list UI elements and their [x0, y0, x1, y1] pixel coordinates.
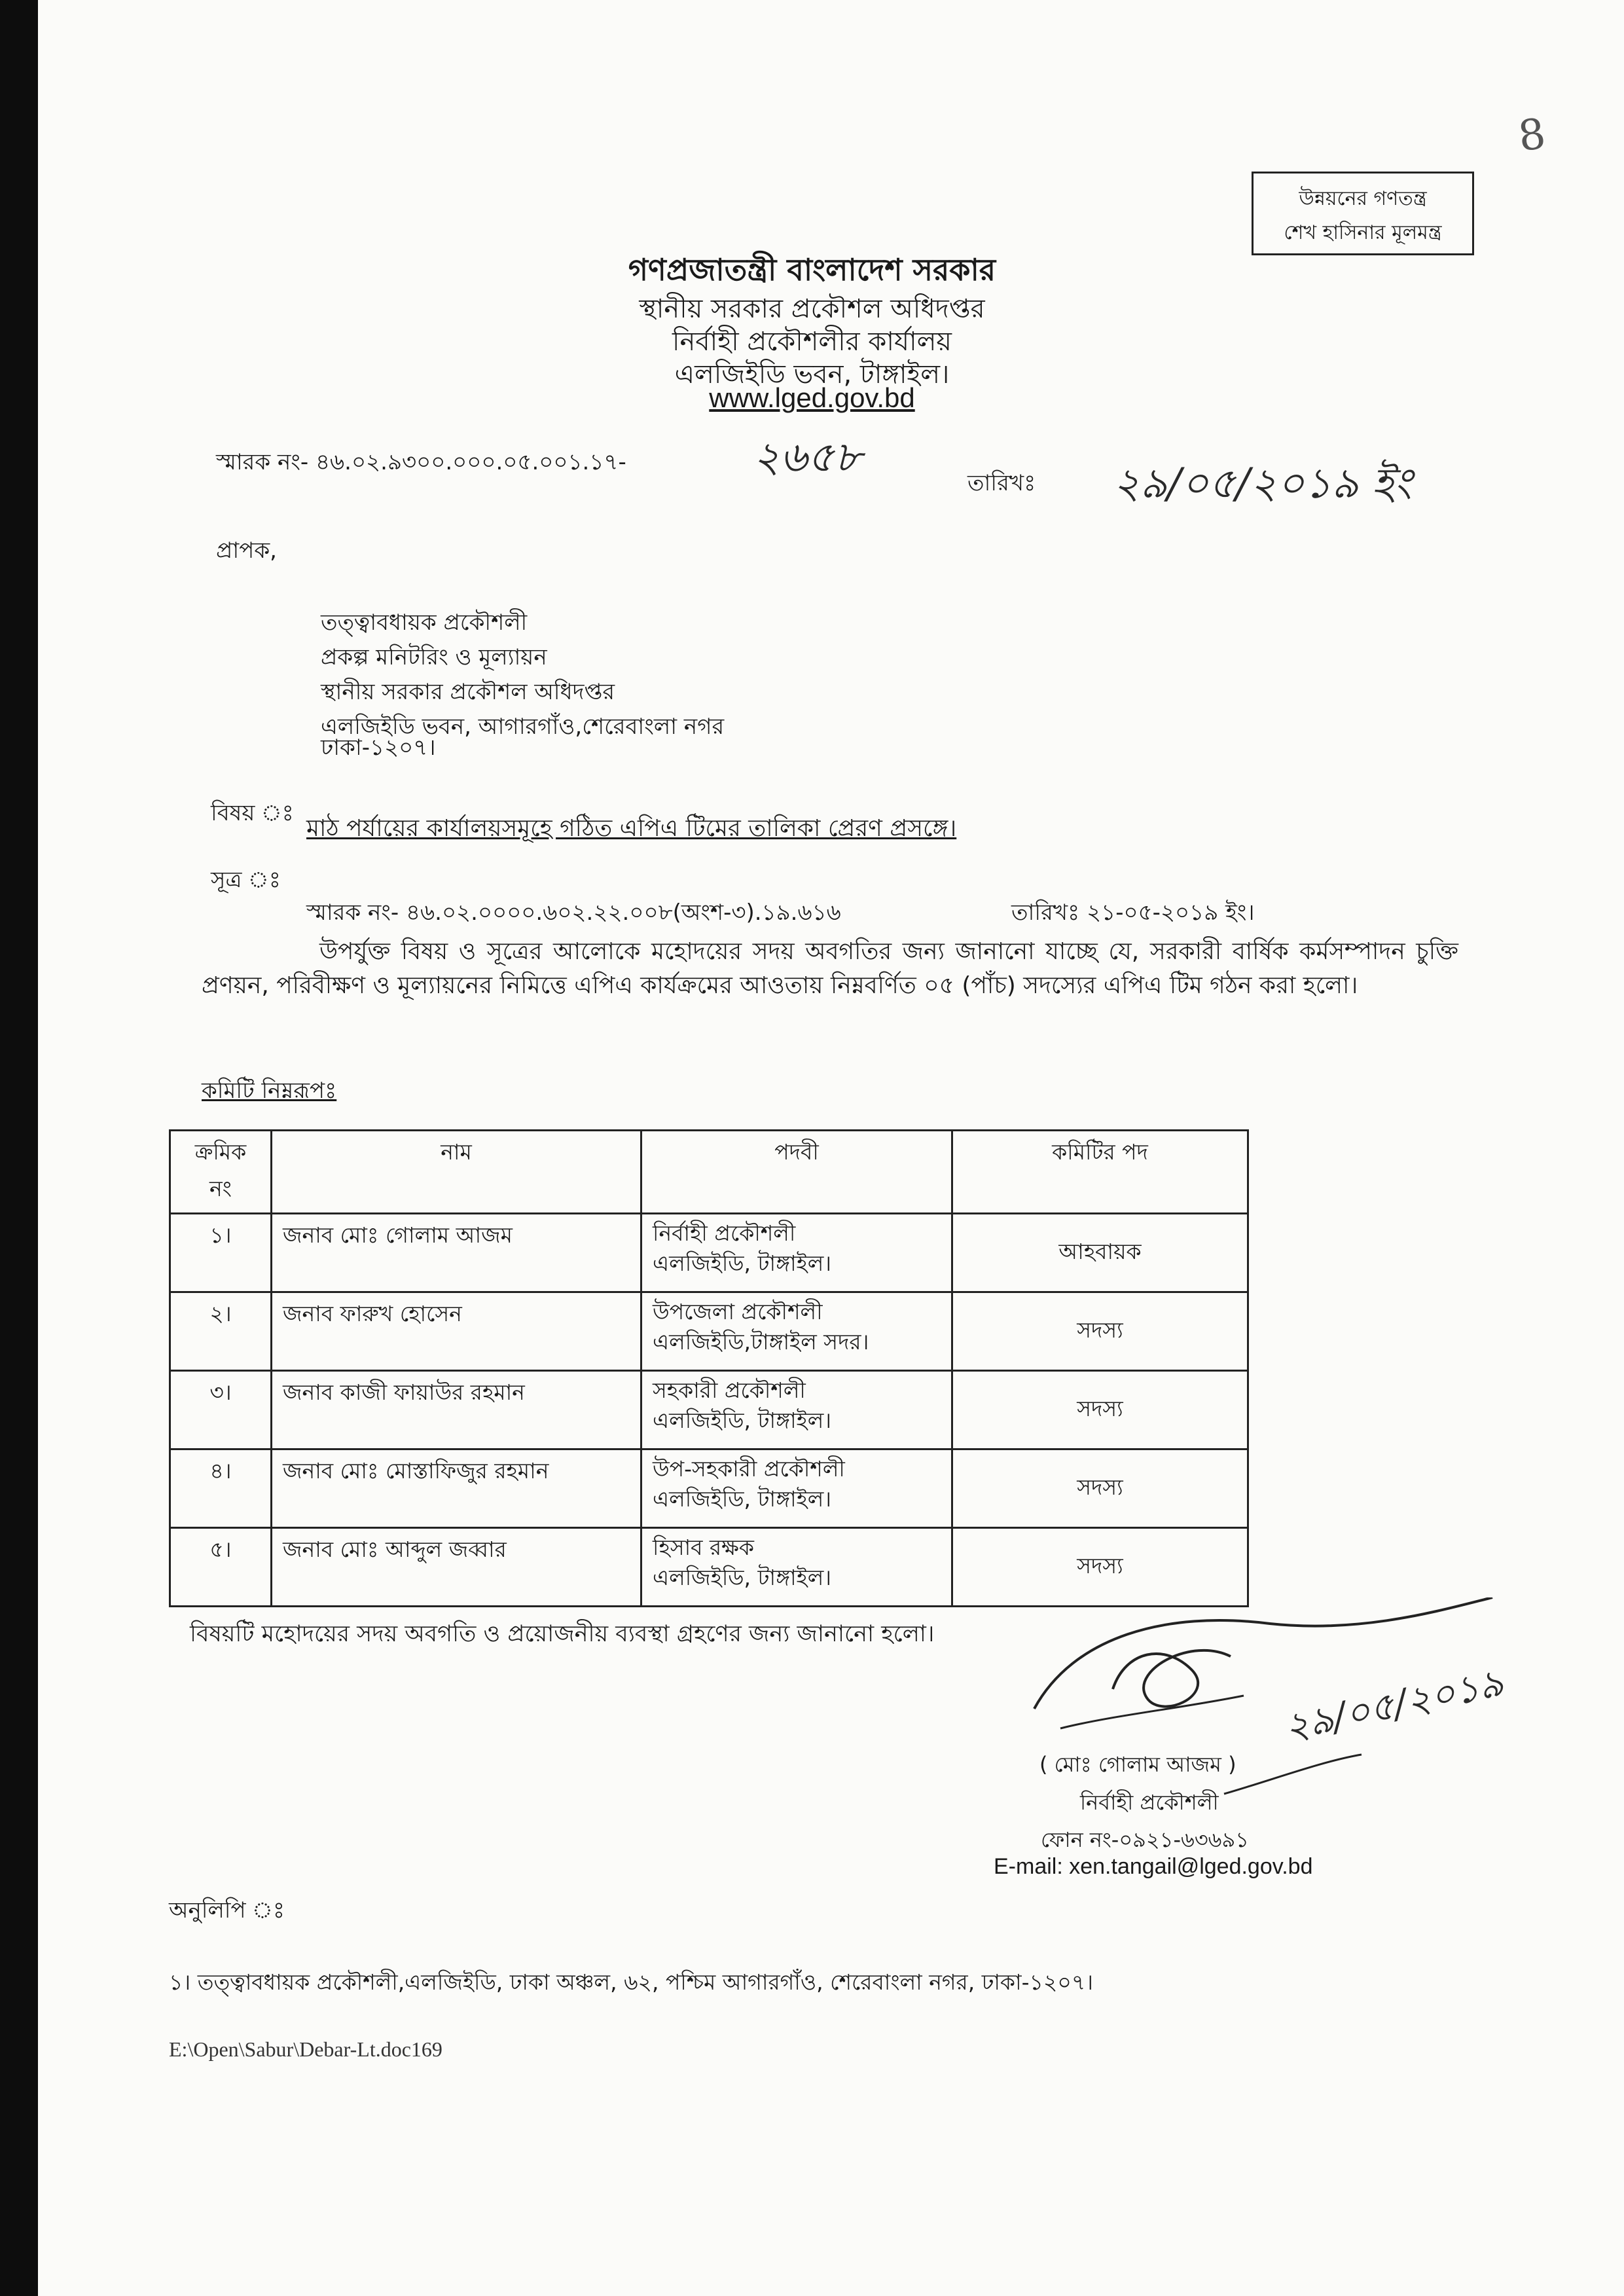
reference-label: সূত্র ঃ	[211, 867, 281, 893]
recipient-line-5: ঢাকা-১২০৭।	[321, 735, 436, 761]
row-name: জনাব কাজী ফায়াউর রহমান	[272, 1371, 641, 1449]
reference-date: তারিখঃ ২১-০৫-২০১৯ ইং।	[1011, 900, 1255, 926]
row-name: জনাব মোঃ মোস্তাফিজুর রহমান	[272, 1449, 641, 1528]
row-designation	[641, 1214, 952, 1292]
reference-text: স্মারক নং- ৪৬.০২.০০০০.৬০২.২২.০০৮(অংশ-৩).১৯.৬১৬	[306, 900, 841, 926]
signature-handwritten-date: ২৯/০৫/২০১৯	[1280, 1660, 1507, 1750]
designation-office: এলজিইডি, টাঙ্গাইল।	[653, 1250, 832, 1276]
designation-office: এলজিইডি, টাঙ্গাইল।	[653, 1408, 832, 1433]
signature-title: নির্বাহী প্রকৌশলী	[1080, 1790, 1219, 1815]
header-name: নাম	[272, 1131, 641, 1214]
row-designation	[641, 1371, 952, 1449]
subject-text: মাঠ পর্যায়ের কার্যালয়সমূহে গঠিত এপিএ টিমের তালিকা প্রেরণ প্রসঙ্গে।	[306, 815, 957, 842]
memo-date-label: তারিখঃ	[967, 470, 1036, 496]
recipient-line-1: তত্ত্বাবধায়ক প্রকৌশলী	[321, 610, 528, 636]
file-path: E:\Open\Sabur\Debar-Lt.doc169	[169, 2037, 442, 2061]
row-serial: ৫।	[170, 1528, 272, 1607]
recipient-line-3: স্থানীয় সরকার প্রকৌশল অধিদপ্তর	[321, 679, 615, 705]
designation-office: এলজিইডি, টাঙ্গাইল।	[653, 1565, 832, 1590]
memo-date-handwritten: ২৯/০৫/২০১৯ ইং	[1113, 460, 1412, 508]
memo-label: স্মারক নং- ৪৬.০২.৯৩০০.০০০.০৫.০০১.১৭-	[216, 449, 626, 475]
signature-name: ( মোঃ গোলাম আজম )	[1039, 1752, 1236, 1777]
row-serial: ১।	[170, 1214, 272, 1292]
designation-office: এলজিইডি,টাঙ্গাইল সদর।	[653, 1329, 869, 1355]
table-row	[170, 1528, 1248, 1607]
designation-title: সহকারী প্রকৌশলী	[653, 1377, 806, 1403]
slogan-line-1: উন্নয়নের গণতন্ত্র	[1299, 187, 1427, 210]
row-serial: ২।	[170, 1292, 272, 1371]
closing-sentence: বিষয়টি মহোদয়ের সদয় অবগতি ও প্রয়োজনীয় ব্যবস্থা গ্রহণের জন্য জানানো হলো।	[190, 1621, 935, 1647]
subject-label: বিষয় ঃ	[211, 800, 294, 826]
page-number-mark: 8	[1515, 109, 1549, 162]
row-designation	[641, 1449, 952, 1528]
copy-item-1: ১। তত্ত্বাবধায়ক প্রকৌশলী,এলজিইডি, ঢাকা অঞ্চল, ৬২, পশ্চিম আগারগাঁও, শেরেবাংলা নগর, ঢাকা-১২০৭।	[169, 1969, 1094, 1995]
header-serial: ক্রমিক নং	[170, 1131, 272, 1214]
recipient-label: প্রাপক,	[216, 538, 277, 564]
header-committee-role: কমিটির পদ	[952, 1131, 1248, 1214]
row-committee-role: সদস্য	[952, 1371, 1248, 1449]
header-department: স্থানীয় সরকার প্রকৌশল অধিদপ্তর	[639, 294, 985, 324]
row-designation	[641, 1528, 952, 1607]
row-serial: ৩।	[170, 1371, 272, 1449]
designation-title: উপ-সহকারী প্রকৌশলী	[653, 1456, 845, 1482]
header-address: এলজিইডি ভবন, টাঙ্গাইল।	[674, 359, 950, 390]
table-row	[170, 1292, 1248, 1371]
table-row	[170, 1214, 1248, 1292]
header-office: নির্বাহী প্রকৌশলীর কার্যালয়	[672, 327, 952, 357]
row-name: জনাব মোঃ গোলাম আজম	[272, 1214, 641, 1292]
slogan-line-2: শেখ হাসিনার মূলমন্ত্র	[1284, 221, 1442, 244]
body-paragraph: উপর্যুক্ত বিষয় ও সূত্রের আলোকে মহোদয়ের সদয় অবগতির জন্য জানানো যাচ্ছে যে, সরকারী বার্ষিক কর্মসম্পাদন চুক্তি প্রণয়ন, পরিবীক্ষণ ও মূল্যায়নের নিমিত্তে এপিএ কার্যক্রমের আওতায় নিম্নবর্ণিত ০৫ (পাঁচ) সদস্যের এপিএ টিম গঠন করা হলো।	[202, 938, 1458, 999]
slogan-box	[1252, 172, 1474, 255]
recipient-line-2: প্রকল্প মনিটরিং ও মূল্যায়ন	[321, 644, 547, 670]
committee-table	[169, 1129, 1249, 1607]
row-designation	[641, 1292, 952, 1371]
row-serial: ৪।	[170, 1449, 272, 1528]
signature-email[interactable]: E-mail: xen.tangail@lged.gov.bd	[994, 1854, 1313, 1879]
committee-label: কমিটি নিম্নরূপঃ	[202, 1078, 337, 1104]
designation-title: নির্বাহী প্রকৌশলী	[653, 1220, 796, 1246]
header-designation: পদবী	[641, 1131, 952, 1214]
row-name: জনাব মোঃ আব্দুল জব্বার	[272, 1528, 641, 1607]
recipient-line-4: এলজিইডি ভবন, আগারগাঁও,শেরেবাংলা নগর	[321, 714, 725, 740]
copy-label: অনুলিপি ঃ	[169, 1897, 285, 1923]
table-header-row	[170, 1131, 1248, 1214]
row-committee-role: সদস্য	[952, 1292, 1248, 1371]
table-row	[170, 1449, 1248, 1528]
header-government: গণপ্রজাতন্ত্রী বাংলাদেশ সরকার	[628, 252, 996, 287]
row-committee-role: সদস্য	[952, 1449, 1248, 1528]
signature-phone: ফোন নং-০৯২১-৬৩৬৯১	[1041, 1827, 1249, 1852]
designation-office: এলজিইডি, টাঙ্গাইল।	[653, 1486, 832, 1512]
row-name: জনাব ফারুখ হোসেন	[272, 1292, 641, 1371]
memo-number-handwritten: ২৬৫৮	[753, 433, 862, 482]
designation-title: হিসাব রক্ষক	[653, 1535, 754, 1560]
row-committee-role: সদস্য	[952, 1528, 1248, 1607]
designation-title: উপজেলা প্রকৌশলী	[653, 1299, 823, 1324]
row-committee-role: আহবায়ক	[952, 1214, 1248, 1292]
table-row	[170, 1371, 1248, 1449]
header-website[interactable]: www.lged.gov.bd	[709, 382, 915, 413]
